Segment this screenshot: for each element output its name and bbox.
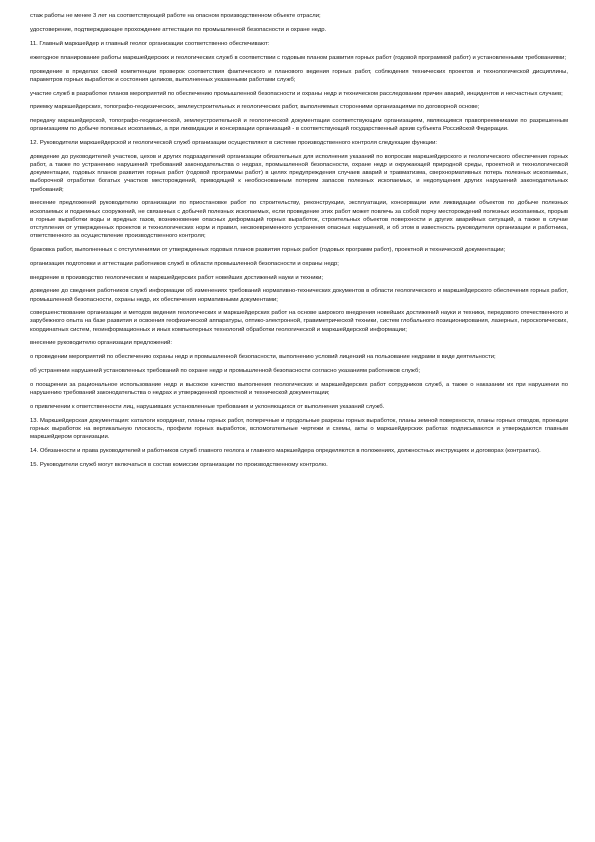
paragraph-proposal-rewards: о поощрении за рациональное использование недр и высокое качество выполнения геологических и маркшейдерских работ сотрудников служб, а также о наказании их при нарушении по нарушению требований законодательства о недрах и утвержденной проектной и технической документации; bbox=[30, 382, 568, 397]
paragraph-11-heading: 11. Главный маркшейдер и главный геолог организации соответственно обеспечивают: bbox=[30, 40, 270, 47]
paragraph-12-rejection: браковка работ, выполненных с отступлениями от утвержденных годовых планов развития горных работ (годовых программ работ), проектной и технической документации; bbox=[30, 246, 506, 253]
paragraph-12-suspension: внесение предложений руководителю организации по приостановке работ по строительству, реконструкции, эксплуатации, консервации или ликвидации объектов по добыче полезных ископаемых и подземных сооружений, не связанных с добычей полезных ископаемых, если проведение этих работ может повлечь за собой порчу месторождений полезных ископаемых, прорыв в горные выработки воды и вредных газов, возникновение опасных деформаций горных выработок, строительных объектов поверхности и других аварийных ситуаций, а также в случае отступления от утвержденных проектов и технологических норм и правил, несвоевременного устранения опасных нарушений, и об этом в известность руководителя организации и работника, ответственного за осуществление производственного контроля; bbox=[30, 200, 568, 239]
paragraph-12-innovation: внедрение в производство геологических и маркшейдерских работ новейших достижений науки и техники; bbox=[30, 274, 324, 281]
paragraph-certificate: удостоверение, подтверждающее прохождение аттестации по промышленной безопасности и охране недр. bbox=[30, 26, 327, 33]
paragraph-12-improvement: совершенствование организации и методов ведения геологических и маркшейдерских работ на основе широкого внедрения новейших достижений науки и техники, передового отечественного и зарубежного опыта на базе развития и освоения геофизической аппаратуры, оптико-электронной, гравиметрической техники, систем глобального позиционирования, лазерных, гироскопических, координатных систем, геоинформационных и иных компьютерных технологий обработки геологической и маркшейдерской информации; bbox=[30, 310, 568, 333]
paragraph-proposal-violations: об устранении нарушений установленных требований по охране недр и промышленной безопасности согласно указаниям работников служб; bbox=[30, 368, 420, 375]
paragraph-11-participation: участие служб в разработке планов мероприятий по обеспечению промышленной безопасности и охраны недр и техническом расследовании причин аварий, инцидентов и несчастных случаев; bbox=[30, 90, 563, 97]
paragraph-12-information: доведение до сведения работников служб информации об изменениях требований нормативно-технических документов в области геологического и маркшейдерского обеспечения горных работ, промышленной безопасности, охраны недр, их обеспечения нормативными документами; bbox=[30, 288, 568, 303]
paragraph-11-transfer: передачу маркшейдерской, топографо-геодезической, землеустроительной и геологической документации соответствующим организациям, являющимся правопреемниками по разрешенным организациям по добыче полезных ископаемых, а при ликвидации и консервации организаций - в соответствующий государственный архив субъекта Российской Федерации. bbox=[30, 118, 568, 133]
paragraph-12-heading: 12. Руководители маркшейдерской и геологической служб организации осуществляют в системе производственного контроля следующие функции: bbox=[30, 140, 438, 147]
paragraph-15-commission: 15. Руководители служб могут включаться в состав комиссии организации по производственному контролю. bbox=[30, 461, 328, 468]
paragraph-12-training: организация подготовки и аттестации работников служб в области промышленной безопасности и охраны недр; bbox=[30, 260, 339, 267]
document-page bbox=[30, 12, 568, 475]
paragraph-experience: стаж работы не менее 3 лет на соответствующей работе на опасном производственном объекте отрасли; bbox=[30, 13, 321, 19]
paragraph-11-planning: ежегодное планирование работы маркшейдерских и геологических служб в соответствии с годовым планом развития горных работ (годовой программой работ) и установленными требованиями; bbox=[30, 54, 566, 61]
paragraph-12-instructions: доведение до руководителей участков, цехов и других подразделений организации обязательных для исполнения указаний по вопросам маркшейдерского и геологического обеспечения горных работ, а также по устранению нарушений требований законодательства о недрах, промышленной безопасности, охране недр и окружающей природной среды, проектной и технологической документации, годовых планов развития горных работ (годовой программы работ) в целях предупреждения случаев аварий и травматизма, сверхнормативных потерь полезных ископаемых, выборочной отработки богатых участков месторождений, приводящей к необоснованным потерям запасов полезных ископаемых, и недопущения других нарушений законодательных требований; bbox=[30, 154, 568, 193]
paragraph-12-proposals: внесение руководителю организации предложений: bbox=[30, 340, 172, 347]
paragraph-11-inspections: проведение в пределах своей компетенции проверок соответствия фактического и планового ведения горных работ, соблюдения технических проектов и технологической дисциплины, параметров горных выработок и состояния целиков, выполненных указанными работами служб; bbox=[30, 68, 568, 83]
paragraph-proposal-liability: о привлечении к ответственности лиц, нарушивших установленные требования и уклоняющихся от выполнения указаний служб. bbox=[30, 404, 385, 411]
paragraph-14-duties: 14. Обязанности и права руководителей и работников служб главного геолога и главного маркшейдера определяются в положениях, должностных инструкциях и договорах (контрактах). bbox=[30, 448, 541, 455]
paragraph-11-acceptance: приемку маркшейдерских, топографо-геодезических, землеустроительных и геологических работ, выполняемых сторонними организациями по договорной основе; bbox=[30, 104, 480, 111]
paragraph-proposal-measures: о проведении мероприятий по обеспечению охраны недр и промышленной безопасности, выполнению условий лицензий на пользование недрами в виде деятельности; bbox=[30, 354, 496, 361]
paragraph-13-documentation: 13. Маркшейдерская документация: каталоги координат, планы горных работ, поперечные и продольные разрезы горных выработок, планы земной поверхности, планы горных отводов, проекции горных выработок на вертикальную плоскость, профили горных выработок, вспомогательные чертежи и схемы, акты о маркшейдерских работах подписываются и утверждаются главным маркшейдером организации. bbox=[30, 418, 568, 441]
